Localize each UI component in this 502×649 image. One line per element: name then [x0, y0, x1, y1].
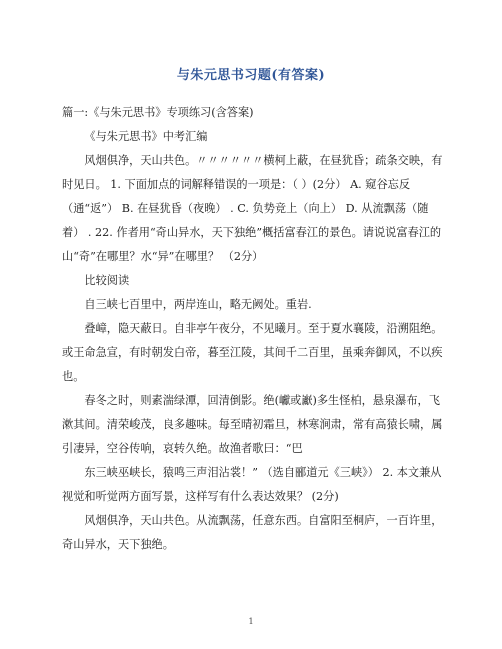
section-heading: 篇一:《与朱元思书》专项练习(含答案)	[62, 106, 254, 119]
paragraph: 比较阅读	[84, 274, 130, 287]
paragraph: 东三峡巫峡长，猿鸣三声泪沾裳！” （选自郦道元《三峡》） 2. 本文兼从视觉和听觉两方面写景，这样写有什么表达效果？ (2分)	[62, 466, 442, 503]
page-number: 1	[248, 617, 254, 626]
paragraph: 叠嶂，隐天蔽日。自非亭午夜分，不见曦月。至于夏水襄陵，沿溯阻绝。或王命急宣，有时朝发白帝，暮至江陵，其间千二百里，虽乘奔御风，不以疾也。	[62, 322, 443, 383]
paragraph: 春冬之时，则素湍绿潭，回清倒影。绝(巘或巚)多生怪柏，悬泉瀑布，飞漱其间。清荣峻茂，良多趣味。每至晴初霜旦，林寒涧肃，常有高猿长啸，属引凄异，空谷传响，哀转久绝。故渔者歌曰：“巴	[62, 394, 443, 455]
paragraph: 风烟俱净，天山共色。从流飘荡，任意东西。自富阳至桐庐，一百许里，奇山异水，天下独绝。	[62, 514, 443, 551]
document-body	[62, 101, 448, 557]
paragraph: 风烟俱净，天山共色。〃〃〃〃〃〃横柯上蔽，在昼犹昏；疏条交映，有时见日。 1. 下面加点的词解释错误的一项是：（ ）(2分） A. 窥谷忘反（通“返”） B. 在昼犹昏（夜晚） . C. 负势竞上（向上） D. 从流飘荡（随着） . 22. 作者用“奇山异水，天下独绝”概括富春江的景色。请说说富春江的山“奇”在哪里？水“异”在哪里？ （2分）	[62, 154, 443, 263]
paragraph: 《与朱元思书》中考汇编	[84, 130, 208, 143]
paragraph: 自三峡七百里中，两岸连山，略无阙处。重岩.	[84, 298, 312, 311]
page-title: 与朱元思书习题(有答案)	[176, 68, 326, 83]
